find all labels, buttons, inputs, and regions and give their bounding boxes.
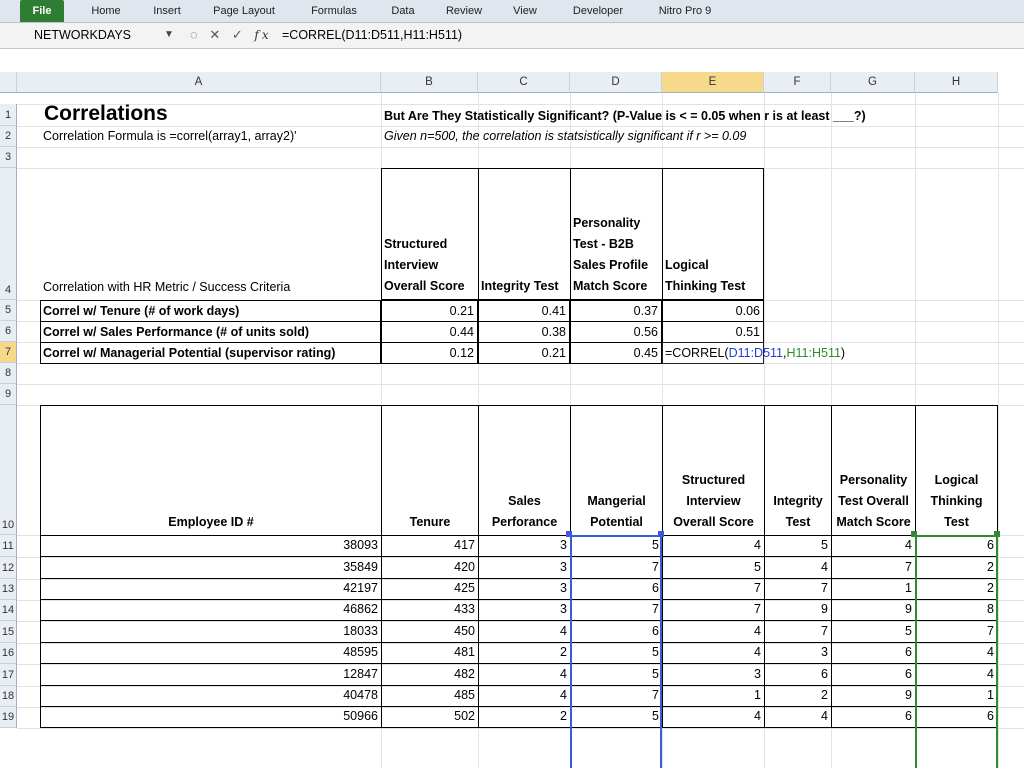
data-cell[interactable]: 502: [381, 707, 478, 728]
corr-header-integrity: Integrity Test: [478, 168, 570, 300]
data-cell[interactable]: 4: [478, 686, 570, 707]
tab-page-layout[interactable]: Page Layout: [213, 5, 275, 17]
corr-row-label-tenure[interactable]: Correl w/ Tenure (# of work days): [40, 300, 381, 322]
chevron-down-icon[interactable]: ▼: [164, 29, 174, 40]
employee-id-cell[interactable]: 50966: [40, 707, 381, 728]
corr-cell[interactable]: 0.38: [478, 321, 570, 343]
corr-row-label-managerial[interactable]: Correl w/ Managerial Potential (supervisor rating): [40, 342, 381, 364]
data-cell[interactable]: 4: [662, 643, 764, 664]
row-header-15[interactable]: 15: [0, 621, 17, 643]
tab-home[interactable]: Home: [91, 5, 121, 17]
row-header-14[interactable]: 14: [0, 600, 17, 621]
data-cell[interactable]: 4: [915, 643, 998, 664]
data-cell[interactable]: 6: [570, 621, 662, 643]
data-cell[interactable]: 4: [478, 664, 570, 686]
corr-cell[interactable]: 0.21: [478, 342, 570, 364]
data-cell[interactable]: 1: [831, 579, 915, 600]
select-all-corner[interactable]: [0, 72, 17, 93]
column-header-a[interactable]: A: [17, 72, 381, 93]
column-header-h[interactable]: H: [915, 72, 998, 93]
data-cell[interactable]: 5: [570, 535, 662, 557]
corr-header-personality: Personality Test - B2B Sales Profile Match Score: [570, 168, 662, 300]
corr-header-structured-interview: Structured Interview Overall Score: [381, 168, 478, 300]
corr-cell[interactable]: 0.06: [662, 300, 764, 322]
active-cell-editor[interactable]: [662, 342, 846, 364]
row-header-7[interactable]: 7: [0, 342, 17, 363]
row-header-4[interactable]: 4: [0, 168, 17, 300]
data-cell[interactable]: 7: [662, 600, 764, 621]
data-cell[interactable]: 7: [662, 579, 764, 600]
data-cell[interactable]: 425: [381, 579, 478, 600]
data-cell[interactable]: 5: [764, 535, 831, 557]
corr-cell[interactable]: 0.45: [570, 342, 662, 364]
data-cell[interactable]: 6: [831, 643, 915, 664]
corr-cell[interactable]: 0.51: [662, 321, 764, 343]
row-header-13[interactable]: 13: [0, 579, 17, 600]
range-handle-h[interactable]: [994, 531, 1000, 537]
range-handle-d[interactable]: [658, 531, 664, 537]
tab-insert[interactable]: Insert: [153, 5, 181, 17]
data-cell[interactable]: 7: [570, 557, 662, 579]
data-cell[interactable]: 7: [831, 557, 915, 579]
employee-id-cell[interactable]: 38093: [40, 535, 381, 557]
column-header-c[interactable]: C: [478, 72, 570, 93]
confirm-icon[interactable]: ✓: [231, 27, 246, 42]
employee-id-cell[interactable]: 35849: [40, 557, 381, 579]
row-header-5[interactable]: 5: [0, 300, 17, 321]
row-header-2[interactable]: 2: [0, 126, 17, 147]
data-cell[interactable]: 2: [915, 579, 998, 600]
corr-cell[interactable]: 0.56: [570, 321, 662, 343]
data-header-logical: Logical Thinking Test: [915, 405, 998, 536]
data-cell[interactable]: 4: [662, 621, 764, 643]
column-header-e[interactable]: E: [662, 72, 764, 93]
data-cell[interactable]: 5: [831, 621, 915, 643]
data-cell[interactable]: 481: [381, 643, 478, 664]
formula-input[interactable]: [278, 25, 1024, 45]
data-cell[interactable]: 3: [478, 579, 570, 600]
row-header-8[interactable]: 8: [0, 363, 17, 384]
tab-developer[interactable]: Developer: [572, 5, 624, 17]
data-cell[interactable]: 2: [478, 707, 570, 728]
data-cell[interactable]: 4: [662, 535, 764, 557]
formula-bar-buttons: [190, 26, 274, 44]
data-cell[interactable]: 9: [831, 686, 915, 707]
significance-question: But Are They Statistically Significant? (P-Value is < = 0.05 when r is at least ___?): [384, 109, 866, 123]
data-cell[interactable]: 2: [915, 557, 998, 579]
range-ref-h: H11:H511: [786, 346, 841, 360]
data-cell[interactable]: 5: [570, 664, 662, 686]
tab-view[interactable]: View: [513, 5, 537, 17]
column-header-b[interactable]: B: [381, 72, 478, 93]
employee-id-cell[interactable]: 12847: [40, 664, 381, 686]
tab-formulas[interactable]: Formulas: [311, 5, 357, 17]
column-header-g[interactable]: G: [831, 72, 915, 93]
row-header-19[interactable]: 19: [0, 707, 17, 728]
corr-row-label-sales[interactable]: Correl w/ Sales Performance (# of units sold): [40, 321, 381, 343]
data-cell[interactable]: 6: [915, 707, 998, 728]
tab-review[interactable]: Review: [445, 5, 483, 17]
data-header-managerial: Mangerial Potential: [570, 405, 662, 536]
data-cell[interactable]: 7: [915, 621, 998, 643]
row-header-9[interactable]: 9: [0, 384, 17, 405]
data-cell[interactable]: 7: [764, 579, 831, 600]
significance-note: Given n=500, the correlation is statsistically significant if r >= 0.09: [384, 129, 747, 143]
data-cell[interactable]: 4: [831, 535, 915, 557]
data-cell[interactable]: 2: [764, 686, 831, 707]
sheet-title: Correlations: [44, 102, 168, 125]
circle-icon: ◌: [190, 27, 201, 42]
data-cell[interactable]: 7: [570, 600, 662, 621]
data-cell[interactable]: 6: [915, 535, 998, 557]
corr-cell[interactable]: 0.21: [381, 300, 478, 322]
data-cell[interactable]: 1: [915, 686, 998, 707]
data-cell[interactable]: 482: [381, 664, 478, 686]
data-cell[interactable]: 7: [570, 686, 662, 707]
row-header-16[interactable]: 16: [0, 643, 17, 664]
formula-comma: ,: [783, 346, 787, 360]
data-cell[interactable]: 417: [381, 535, 478, 557]
data-cell[interactable]: 433: [381, 600, 478, 621]
row-header-3[interactable]: 3: [0, 147, 17, 168]
row-header-12[interactable]: 12: [0, 557, 17, 579]
data-cell[interactable]: 4: [478, 621, 570, 643]
corr-row-label-header: Correlation with HR Metric / Success Criteria: [43, 280, 291, 294]
formula-bar: [0, 23, 1024, 49]
data-header-integrity: Integrity Test: [764, 405, 831, 536]
corr-cell[interactable]: 0.37: [570, 300, 662, 322]
corr-header-logical: Logical Thinking Test: [662, 168, 764, 300]
data-cell[interactable]: 3: [478, 557, 570, 579]
data-header-personality: Personality Test Overall Match Score: [831, 405, 915, 536]
row-header-6[interactable]: 6: [0, 321, 17, 342]
row-header-10[interactable]: 10: [0, 405, 17, 535]
corr-cell[interactable]: 0.12: [381, 342, 478, 364]
tab-nitro-pro[interactable]: Nitro Pro 9: [658, 5, 712, 17]
corr-cell[interactable]: 0.41: [478, 300, 570, 322]
data-cell[interactable]: 1: [662, 686, 764, 707]
data-cell[interactable]: 4: [764, 707, 831, 728]
tab-data[interactable]: Data: [391, 5, 415, 17]
row-header-11[interactable]: 11: [0, 535, 17, 557]
range-handle-d[interactable]: [566, 531, 572, 537]
tab-file[interactable]: File: [20, 0, 64, 22]
ribbon-tabs: [0, 0, 1024, 23]
data-cell[interactable]: 6: [831, 707, 915, 728]
correlation-formula-note: Correlation Formula is =correl(array1, array2)': [43, 129, 297, 143]
data-cell[interactable]: 9: [831, 600, 915, 621]
data-cell[interactable]: 3: [764, 643, 831, 664]
data-cell[interactable]: 4: [662, 707, 764, 728]
row-header-17[interactable]: 17: [0, 664, 17, 686]
data-cell[interactable]: 2: [478, 643, 570, 664]
row-header-1[interactable]: 1: [0, 104, 17, 126]
name-box[interactable]: [28, 26, 178, 44]
employee-id-cell[interactable]: 46862: [40, 600, 381, 621]
name-box-value: NETWORKDAYS: [34, 28, 131, 42]
data-cell[interactable]: 485: [381, 686, 478, 707]
data-cell[interactable]: 7: [764, 621, 831, 643]
formula-suffix: ): [840, 346, 846, 360]
data-header-tenure: Tenure: [381, 405, 478, 536]
data-cell[interactable]: 450: [381, 621, 478, 643]
data-cell[interactable]: 3: [662, 664, 764, 686]
data-cell[interactable]: 5: [570, 643, 662, 664]
column-header-f[interactable]: F: [764, 72, 831, 93]
data-cell[interactable]: 9: [764, 600, 831, 621]
data-cell[interactable]: 420: [381, 557, 478, 579]
range-ref-d: D11:D511: [728, 346, 783, 360]
data-cell[interactable]: 8: [915, 600, 998, 621]
data-cell[interactable]: 4: [915, 664, 998, 686]
data-header-employee-id: Employee ID #: [40, 405, 381, 536]
column-header-d[interactable]: D: [570, 72, 662, 93]
data-cell[interactable]: 3: [478, 535, 570, 557]
data-header-structured-interview: Structured Interview Overall Score: [662, 405, 764, 536]
employee-id-cell[interactable]: 48595: [40, 643, 381, 664]
data-cell[interactable]: 5: [570, 707, 662, 728]
data-cell[interactable]: 4: [764, 557, 831, 579]
data-cell[interactable]: 5: [662, 557, 764, 579]
data-cell[interactable]: 6: [831, 664, 915, 686]
employee-id-cell[interactable]: 18033: [40, 621, 381, 643]
employee-id-cell[interactable]: 42197: [40, 579, 381, 600]
employee-id-cell[interactable]: 40478: [40, 686, 381, 707]
data-cell[interactable]: 6: [570, 579, 662, 600]
data-header-sales: Sales Perforance: [478, 405, 570, 536]
cancel-icon[interactable]: ✕: [209, 27, 224, 42]
range-handle-h[interactable]: [911, 531, 917, 537]
data-cell[interactable]: 3: [478, 600, 570, 621]
formula-prefix: =CORREL(: [665, 346, 729, 360]
corr-cell[interactable]: 0.44: [381, 321, 478, 343]
function-icon[interactable]: fx: [254, 28, 272, 42]
data-cell[interactable]: 6: [764, 664, 831, 686]
row-header-18[interactable]: 18: [0, 686, 17, 707]
